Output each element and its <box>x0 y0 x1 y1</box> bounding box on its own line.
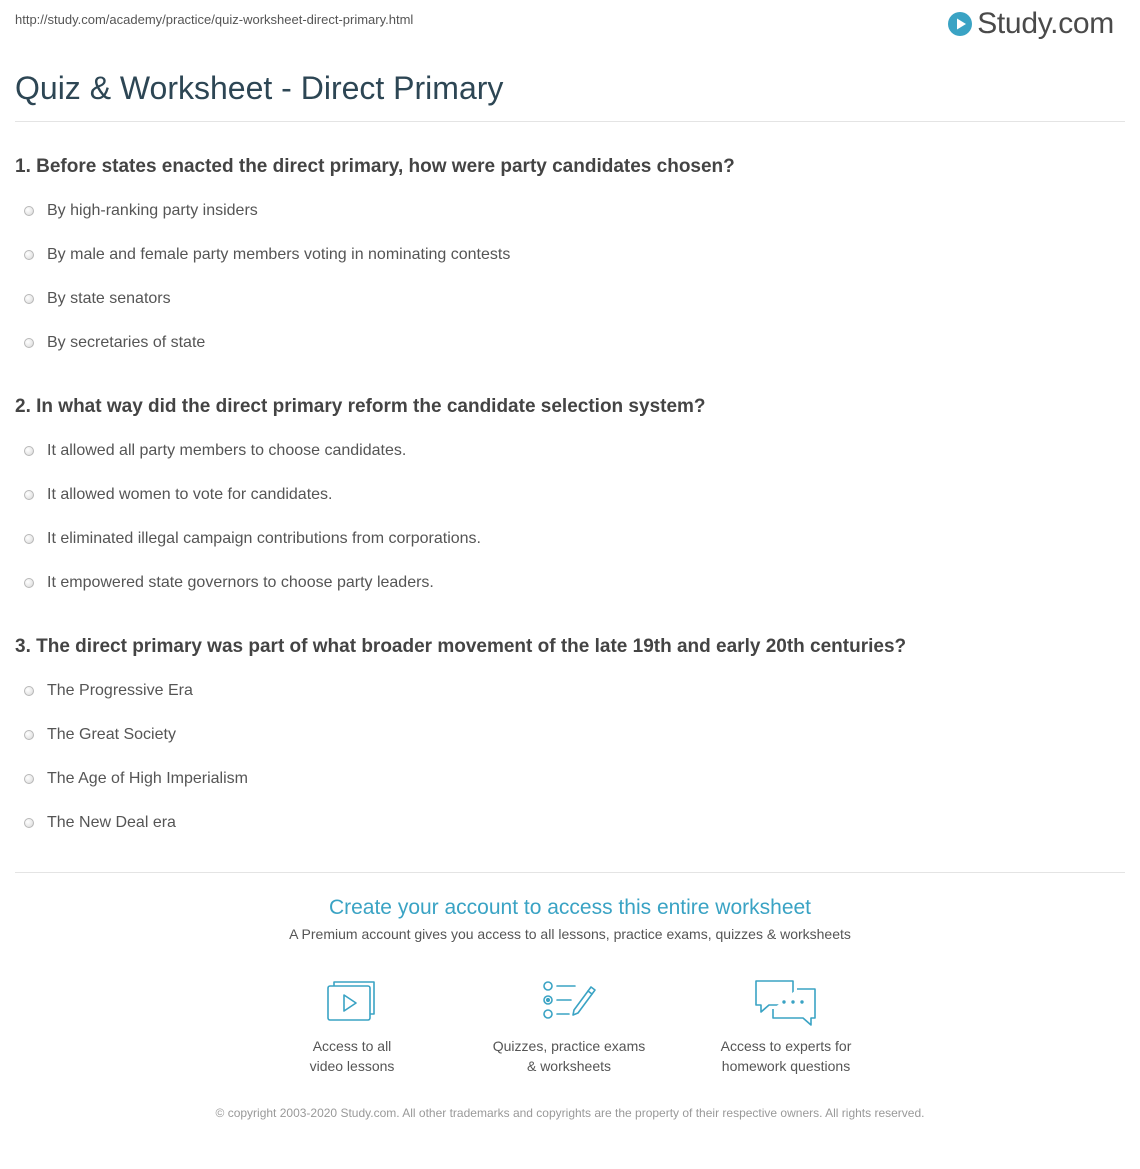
feature-video-lessons <box>262 978 442 1076</box>
answer-label: By high-ranking party insiders <box>47 202 258 219</box>
study-logo[interactable] <box>947 6 1114 42</box>
answer-option[interactable] <box>15 757 1125 801</box>
radio-button-icon[interactable] <box>24 534 34 544</box>
answer-label: It empowered state governors to choose party leaders. <box>47 574 434 591</box>
quiz-checklist-icon <box>541 978 597 1024</box>
radio-button-icon[interactable] <box>24 730 34 740</box>
feature-label-line: Access to experts for <box>720 1038 852 1054</box>
answer-label: The Age of High Imperialism <box>47 770 248 787</box>
question-1 <box>15 155 1125 365</box>
feature-quizzes <box>479 978 659 1076</box>
feature-label-line: video lessons <box>309 1058 395 1074</box>
answer-option[interactable] <box>15 517 1125 561</box>
answer-option[interactable] <box>15 669 1125 713</box>
answer-list <box>15 189 1125 365</box>
content-divider <box>15 872 1125 873</box>
answer-label: By male and female party members voting in nominating contests <box>47 246 511 263</box>
radio-button-icon[interactable] <box>24 338 34 348</box>
radio-button-icon[interactable] <box>24 294 34 304</box>
feature-label-line: & worksheets <box>526 1058 612 1074</box>
page-url: http://study.com/academy/practice/quiz-worksheet-direct-primary.html <box>15 12 414 27</box>
radio-button-icon[interactable] <box>24 686 34 696</box>
page-title: Quiz & Worksheet - Direct Primary <box>15 70 504 106</box>
answer-label: The New Deal era <box>47 814 176 831</box>
question-3 <box>15 635 1125 845</box>
question-text: 1. Before states enacted the direct primary, how were party candidates chosen? <box>15 156 735 177</box>
answer-option[interactable] <box>15 233 1125 277</box>
question-text: 2. In what way did the direct primary reform the candidate selection system? <box>15 396 706 417</box>
create-account-link[interactable]: Create your account to access this entire worksheet <box>328 896 812 919</box>
answer-label: By secretaries of state <box>47 334 206 351</box>
answer-option[interactable] <box>15 429 1125 473</box>
radio-button-icon[interactable] <box>24 774 34 784</box>
answer-option[interactable] <box>15 473 1125 517</box>
question-2 <box>15 395 1125 605</box>
answer-option[interactable] <box>15 321 1125 365</box>
cta-subheading: A Premium account gives you access to all lessons, practice exams, quizzes & worksheets <box>289 926 851 942</box>
title-divider <box>15 121 1125 122</box>
chat-bubbles-icon <box>753 978 819 1030</box>
answer-list <box>15 429 1125 605</box>
question-text: 3. The direct primary was part of what broader movement of the late 19th and early 20th centuries? <box>15 636 907 657</box>
logo-text: Study.com <box>977 7 1114 40</box>
answer-label: By state senators <box>47 290 171 307</box>
answer-option[interactable] <box>15 801 1125 845</box>
answer-label: It eliminated illegal campaign contributions from corporations. <box>47 530 481 547</box>
answer-option[interactable] <box>15 277 1125 321</box>
copyright-notice: © copyright 2003-2020 Study.com. All other trademarks and copyrights are the property of their respective owners. All rights reserved. <box>215 1106 925 1120</box>
radio-button-icon[interactable] <box>24 250 34 260</box>
play-logo-icon <box>947 11 973 37</box>
video-lesson-icon <box>326 978 378 1024</box>
cta-section <box>0 896 1140 942</box>
answer-label: It allowed women to vote for candidates. <box>47 486 333 503</box>
answer-label: It allowed all party members to choose candidates. <box>47 442 407 459</box>
feature-label-line: Access to all <box>312 1038 392 1054</box>
answer-option[interactable] <box>15 189 1125 233</box>
radio-button-icon[interactable] <box>24 446 34 456</box>
radio-button-icon[interactable] <box>24 490 34 500</box>
radio-button-icon[interactable] <box>24 578 34 588</box>
answer-option[interactable] <box>15 561 1125 605</box>
answer-option[interactable] <box>15 713 1125 757</box>
answer-label: The Progressive Era <box>47 682 193 699</box>
answer-label: The Great Society <box>47 726 176 743</box>
radio-button-icon[interactable] <box>24 206 34 216</box>
radio-button-icon[interactable] <box>24 818 34 828</box>
answer-list <box>15 669 1125 845</box>
feature-experts <box>696 978 876 1076</box>
feature-label-line: Quizzes, practice exams <box>492 1038 646 1054</box>
feature-label-line: homework questions <box>721 1058 851 1074</box>
